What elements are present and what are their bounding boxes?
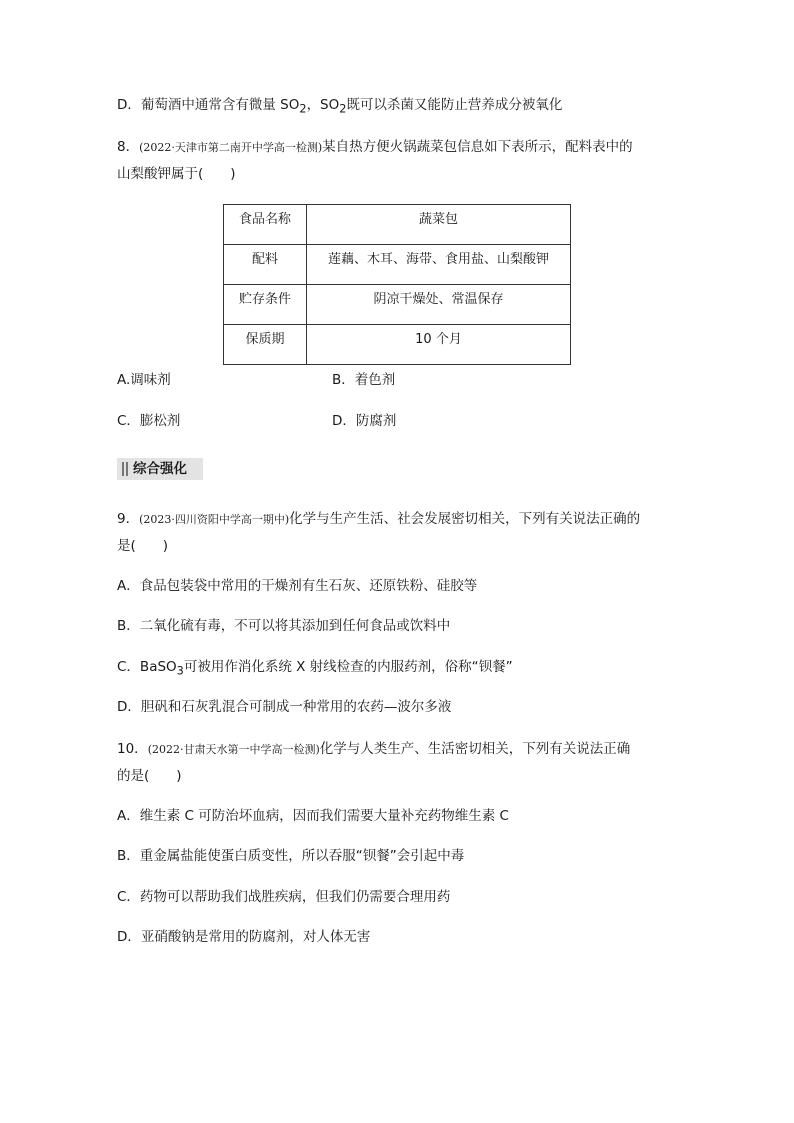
q9-stem: 化学与生产生活、社会发展密切相关，下列有关说法正确的	[289, 511, 641, 527]
section-title: 综合强化	[133, 461, 187, 477]
q8-stem-line1	[117, 138, 633, 157]
q8-option-d: D．防腐剂	[332, 413, 397, 429]
table-row	[224, 285, 571, 325]
q10-option-b: B．重金属盐能使蛋白质变性，所以吞服“钡餐”会引起中毒	[117, 848, 465, 864]
q10-option-d: D．亚硝酸钠是常用的防腐剂，对人体无害	[117, 929, 371, 945]
q8-source: (2022·天津市第二南开中学高一检测)	[139, 141, 323, 154]
table-value: 莲藕、木耳、海带、食用盐、山梨酸钾	[307, 245, 571, 285]
table-row	[224, 325, 571, 365]
q9-stem-line2: 是( )	[117, 538, 169, 554]
q9-option-a: A．食品包装袋中常用的干燥剂有生石灰、还原铁粉、硅胶等	[117, 578, 478, 594]
table-row	[224, 245, 571, 285]
subscript: 2	[299, 102, 307, 116]
q9-option-c-text-end: 可被用作消化系统 X 射线检查的内服药剂，俗称“钡餐”	[183, 659, 513, 675]
q9-option-c-text: C．BaSO	[117, 659, 177, 675]
q10-number: 10．	[117, 741, 148, 757]
q8-option-a: A.调味剂	[117, 372, 171, 388]
q8-stem-line2: 山梨酸钾属于( )	[117, 166, 236, 182]
q7-option-d	[117, 96, 562, 119]
q9-number: 9．	[117, 511, 140, 527]
q10-stem-line1	[117, 740, 630, 759]
table-key: 配料	[224, 245, 307, 285]
food-info-table	[223, 204, 571, 365]
q9-option-c	[117, 658, 513, 681]
table-value: 10 个月	[307, 325, 571, 365]
q8-option-b: B．着色剂	[332, 372, 396, 388]
q9-option-d: D．胆矾和石灰乳混合可制成一种常用的农药—波尔多液	[117, 699, 452, 715]
q9-stem-line1	[117, 510, 640, 529]
q8-option-c: C．膨松剂	[117, 413, 181, 429]
table-value: 阴凉干燥处、常温保存	[307, 285, 571, 325]
q9-source: (2023·四川资阳中学高一期中)	[139, 513, 290, 526]
q9-option-b: B．二氧化硫有毒，不可以将其添加到任何食品或饮料中	[117, 618, 451, 634]
table-value: 蔬菜包	[307, 205, 571, 245]
table-key: 食品名称	[224, 205, 307, 245]
subscript: 3	[176, 664, 184, 678]
q10-option-c: C．药物可以帮助我们战胜疾病，但我们仍需要合理用药	[117, 889, 451, 905]
q7-option-d-text-mid: ，SO	[306, 97, 340, 113]
section-marker	[126, 462, 128, 476]
q10-stem: 化学与人类生产、生活密切相关，下列有关说法正确	[319, 741, 631, 757]
table-key: 保质期	[224, 325, 307, 365]
table-key: 贮存条件	[224, 285, 307, 325]
q7-option-d-text-end: 既可以杀菌又能防止营养成分被氧化	[346, 97, 563, 113]
section-marker	[122, 462, 124, 476]
q10-option-a: A．维生素 C 可防治坏血病，因而我们需要大量补充药物维生素 C	[117, 808, 509, 824]
subscript: 2	[339, 102, 347, 116]
q10-stem-line2: 的是( )	[117, 768, 182, 784]
q8-stem: 某自热方便火锅蔬菜包信息如下表所示，配料表中的	[322, 139, 633, 155]
table-row	[224, 205, 571, 245]
q7-option-d-text: D．葡萄酒中通常含有微量 SO	[117, 97, 300, 113]
q8-number: 8．	[117, 139, 140, 155]
section-heading	[117, 458, 203, 480]
q10-source: (2022·甘肃天水第一中学高一检测)	[147, 743, 320, 756]
